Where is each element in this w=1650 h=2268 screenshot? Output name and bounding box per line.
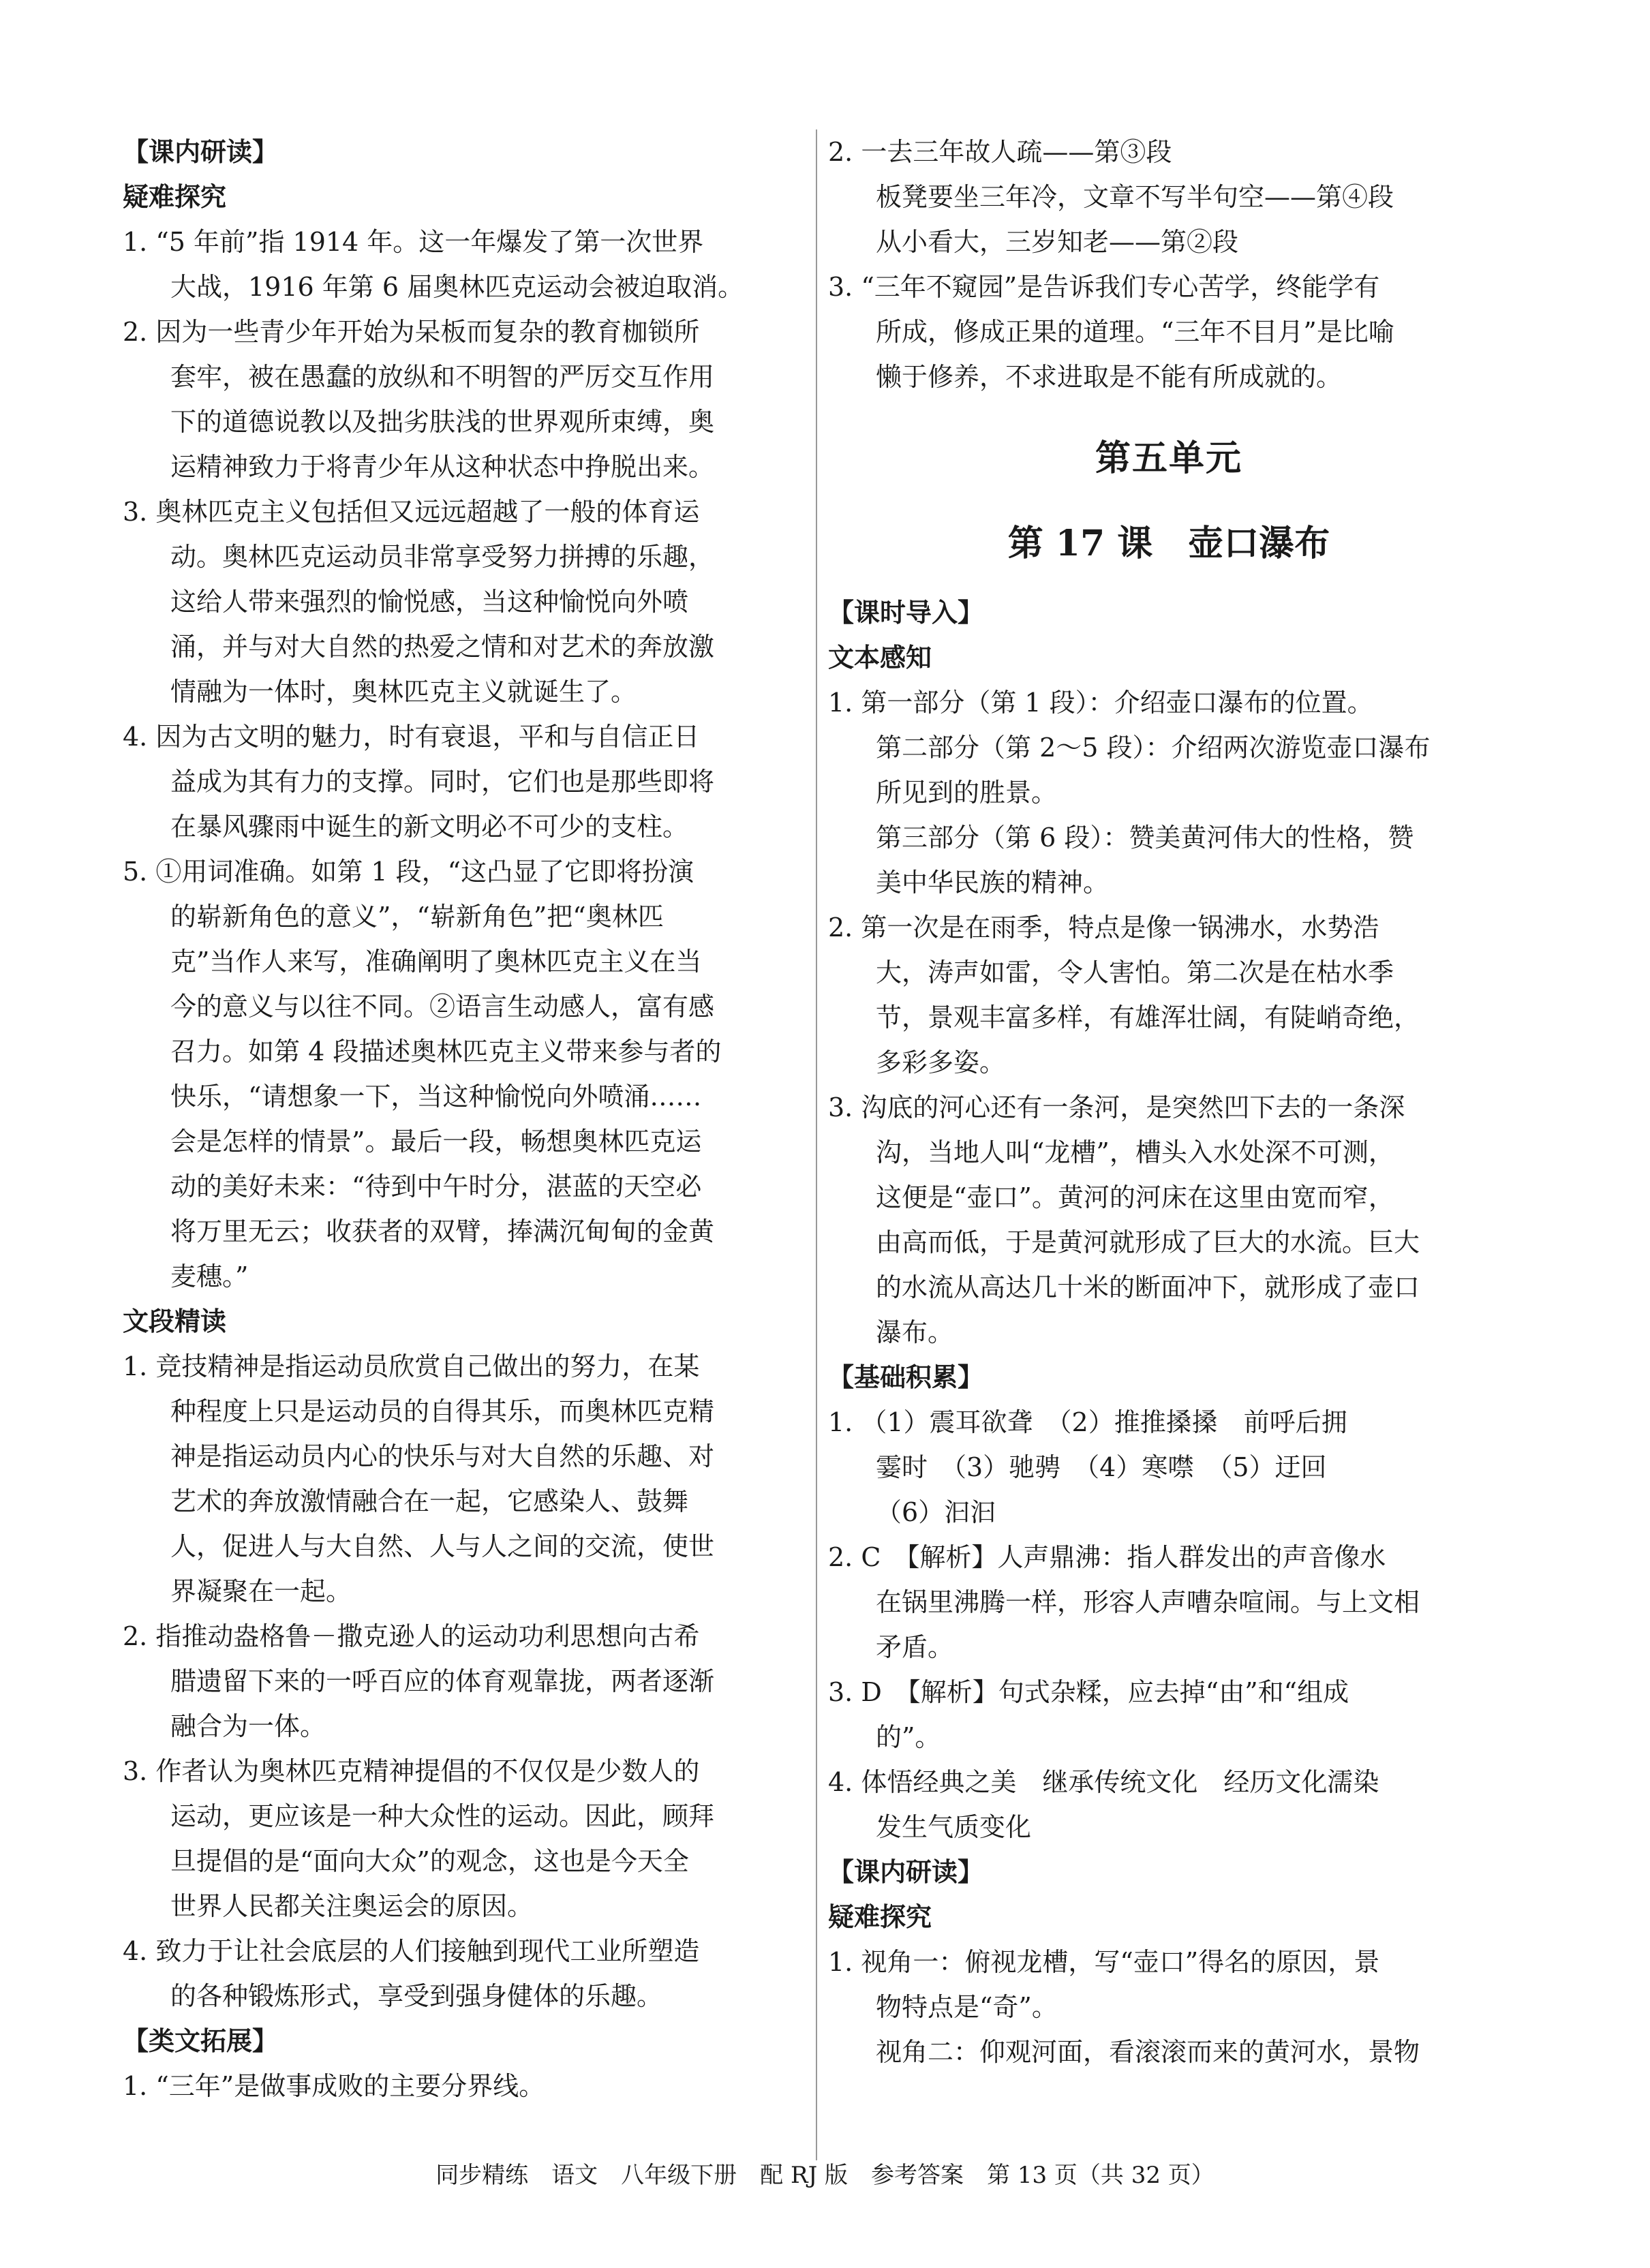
answer-line: 人，促进人与大自然、人与人之间的交流，使世	[170, 1531, 715, 1561]
answer-line: 3. 沟底的河心还有一条河，是突然凹下去的一条深	[828, 1092, 1405, 1122]
answer-line: 3. 奥林匹克主义包括但又远远超越了一般的体育运	[123, 497, 700, 527]
answer-line: 在暴风骤雨中诞生的新文明必不可少的支柱。	[170, 812, 689, 842]
answer-line: 节，景观丰富多样，有雄浑壮阔，有陡峭奇绝，	[876, 1002, 1420, 1032]
answer-line: 旦提倡的是“面向大众”的观念，这也是今天全	[170, 1846, 689, 1876]
answer-line: 今的意义与以往不同。②语言生动感人，富有感	[170, 992, 715, 1022]
subsection-heading: 疑难探究	[828, 1901, 932, 1932]
answer-line: 发生气质变化	[876, 1812, 1032, 1842]
answer-line: 下的道德说教以及拙劣肤浅的世界观所束缚，奥	[170, 407, 715, 437]
answer-line: 这给人带来强烈的愉悦感，当这种愉悦向外喷	[170, 587, 689, 617]
answer-line: 瀑布。	[876, 1317, 954, 1347]
answer-line: 的各种锻炼形式，享受到强身健体的乐趣。	[170, 1981, 663, 2011]
answer-line: 运精神致力于将青少年从这种状态中挣脱出来。	[170, 452, 715, 482]
answer-line: 动。奥林匹克运动员非常享受努力拼搏的乐趣，	[170, 542, 715, 572]
answer-line: 1. 竞技精神是指运动员欣赏自己做出的努力，在某	[123, 1351, 700, 1381]
page-footer: 同步精练 语文 八年级下册 配 RJ 版 参考答案 第 13 页（共 32 页）	[436, 2162, 1214, 2189]
answer-line: 益成为其有力的支撑。同时，它们也是那些即将	[170, 767, 715, 797]
answer-line: 多彩多姿。	[876, 1047, 1006, 1077]
answer-line: 动的美好未来：“待到中午时分，湛蓝的天空必	[170, 1171, 702, 1201]
answer-line: 的水流从高达几十米的断面冲下，就形成了壶口	[876, 1272, 1420, 1302]
answer-line: 2. 一去三年故人疏——第③段	[828, 137, 1172, 167]
answer-line: 快乐，“请想象一下，当这种愉悦向外喷涌……	[170, 1082, 702, 1112]
lesson-title: 第 17 课 壶口瀑布	[1007, 523, 1330, 564]
answer-line: 3. D 【解析】句式杂糅，应去掉“由”和“组成	[828, 1677, 1349, 1707]
answer-line: 情融为一体时，奥林匹克主义就诞生了。	[170, 677, 637, 707]
section-heading: 【课时导入】	[828, 597, 984, 628]
answer-line: 4. 体悟经典之美 继承传统文化 经历文化濡染	[828, 1767, 1379, 1797]
answer-line: 第三部分（第 6 段）：赞美黄河伟大的性格，赞	[876, 823, 1414, 853]
answer-line: 第二部分（第 2～5 段）：介绍两次游览壶口瀑布	[876, 733, 1431, 763]
answer-line: 涌，并与对大自然的热爱之情和对艺术的奔放激	[170, 632, 715, 662]
answer-line: 大战，1916 年第 6 届奥林匹克运动会被迫取消。	[170, 272, 744, 302]
answer-line: 麦穗。”	[170, 1261, 249, 1291]
answer-line: 在锅里沸腾一样，形容人声嘈杂喧闹。与上文相	[876, 1587, 1420, 1617]
section-heading: 【课内研读】	[828, 1856, 984, 1887]
answer-line: 板凳要坐三年冷，文章不写半句空——第④段	[876, 182, 1394, 212]
answer-line: 5. ①用词准确。如第 1 段，“这凸显了它即将扮演	[123, 857, 694, 887]
section-heading: 【基础积累】	[828, 1362, 984, 1392]
answer-line: 的”。	[876, 1722, 941, 1752]
answer-line: 种程度上只是运动员的自得其乐，而奥林匹克精	[170, 1396, 715, 1426]
answer-line: 所成，修成正果的道理。“三年不目月”是比喻	[876, 317, 1394, 347]
answer-line: 大，涛声如雷，令人害怕。第二次是在枯水季	[876, 957, 1394, 987]
answer-line: 套牢，被在愚蠢的放纵和不明智的严厉交互作用	[170, 362, 715, 392]
answer-line: 2. 因为一些青少年开始为呆板而复杂的教育枷锁所	[123, 317, 700, 347]
answer-line: 1. 第一部分（第 1 段）：介绍壶口瀑布的位置。	[828, 688, 1373, 718]
column-divider	[816, 129, 817, 2160]
answer-line: 克”当作人来写，准确阐明了奥林匹克主义在当	[170, 947, 702, 977]
answer-line: 1. （1）震耳欲聋 （2）推推搡搡 前呼后拥	[828, 1407, 1347, 1437]
answer-line: 召力。如第 4 段描述奥林匹克主义带来参与者的	[170, 1037, 722, 1067]
answer-line: 懒于修养，不求进取是不能有所成就的。	[876, 362, 1343, 392]
answer-line: 4. 因为古文明的魅力，时有衰退，平和与自信正日	[123, 722, 700, 752]
answer-line: 将万里无云；收获者的双臂，捧满沉甸甸的金黄	[170, 1216, 715, 1246]
section-heading: 【课内研读】	[123, 136, 279, 167]
subsection-heading: 文本感知	[828, 642, 932, 673]
unit-title: 第五单元	[1095, 438, 1242, 479]
answer-line: 2. C 【解析】人声鼎沸：指人群发出的声音像水	[828, 1542, 1386, 1572]
answer-line: 2. 指推动盎格鲁－撒克逊人的运动功利思想向古希	[123, 1621, 700, 1651]
answer-line: 的崭新角色的意义”，“崭新角色”把“奥林匹	[170, 902, 664, 932]
answer-line: 1. “5 年前”指 1914 年。这一年爆发了第一次世界	[123, 227, 704, 257]
answer-line: 2. 第一次是在雨季，特点是像一锅沸水，水势浩	[828, 913, 1379, 943]
answer-line: （6）汩汩	[876, 1497, 996, 1527]
answer-line: 世界人民都关注奥运会的原因。	[170, 1891, 534, 1921]
answer-line: 视角二：仰观河面，看滚滚而来的黄河水，景物	[876, 2037, 1420, 2067]
answer-line: 3. 作者认为奥林匹克精神提倡的不仅仅是少数人的	[123, 1756, 700, 1786]
subsection-heading: 文段精读	[123, 1306, 227, 1336]
answer-line: 霎时 （3）驰骋 （4）寒噤 （5）迂回	[876, 1452, 1327, 1482]
answer-line: 沟，当地人叫“龙槽”，槽头入水处深不可测，	[876, 1137, 1394, 1167]
answer-line: 这便是“壶口”。黄河的河床在这里由宽而窄，	[876, 1182, 1394, 1212]
answer-line: 3. “三年不窥园”是告诉我们专心苦学，终能学有	[828, 272, 1380, 302]
answer-line: 从小看大，三岁知老——第②段	[876, 227, 1239, 257]
subsection-heading: 疑难探究	[123, 181, 227, 212]
answer-line: 美中华民族的精神。	[876, 868, 1110, 898]
answer-line: 艺术的奔放激情融合在一起，它感染人、鼓舞	[170, 1486, 689, 1516]
answer-line: 运动，更应该是一种大众性的运动。因此，顾拜	[170, 1801, 715, 1831]
answer-line: 神是指运动员内心的快乐与对大自然的乐趣、对	[170, 1441, 715, 1471]
answer-line: 所见到的胜景。	[876, 778, 1058, 808]
section-heading: 【类文拓展】	[123, 2025, 279, 2056]
answer-line: 由高而低，于是黄河就形成了巨大的水流。巨大	[876, 1227, 1420, 1257]
answer-line: 矛盾。	[876, 1632, 954, 1662]
answer-line: 会是怎样的情景”。最后一段，畅想奥林匹克运	[170, 1127, 702, 1156]
answer-line: 1. 视角一：俯视龙槽，写“壶口”得名的原因，景	[828, 1947, 1380, 1977]
answer-line: 融合为一体。	[170, 1711, 326, 1741]
answer-line: 4. 致力于让社会底层的人们接触到现代工业所塑造	[123, 1936, 700, 1966]
answer-line: 1. “三年”是做事成败的主要分界线。	[123, 2071, 545, 2101]
answer-line: 腊遗留下来的一呼百应的体育观靠拢，两者逐渐	[170, 1666, 715, 1696]
answer-line: 界凝聚在一起。	[170, 1576, 352, 1606]
answer-line: 物特点是“奇”。	[876, 1992, 1058, 2022]
